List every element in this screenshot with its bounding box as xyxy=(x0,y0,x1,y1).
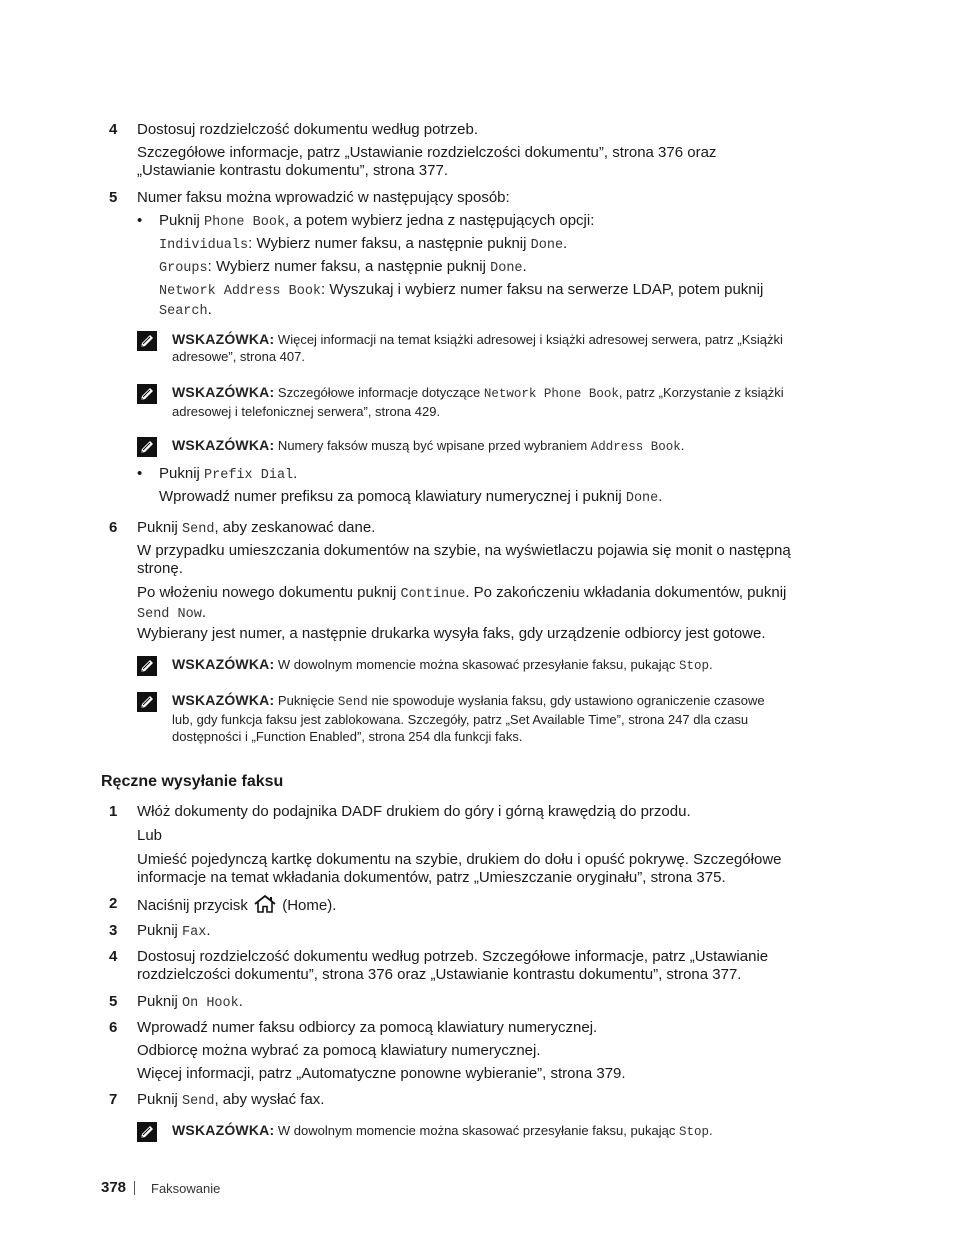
note-block xyxy=(137,331,849,371)
note-block xyxy=(137,692,849,748)
step-number: 3 xyxy=(109,922,118,939)
chapter-title: Faksowanie xyxy=(151,1181,221,1196)
step-number: 6 xyxy=(109,1019,118,1036)
note-pencil-icon xyxy=(137,331,157,351)
step-number: 5 xyxy=(109,189,118,206)
note-block xyxy=(137,656,849,676)
page-number: 378 xyxy=(101,1179,127,1196)
bullet-detail: Wprowadź numer prefiksu za pomocą klawiatury numerycznej i puknij Done. xyxy=(159,488,663,506)
option-groups: Groups: Wybierz numer faksu, a następnie puknij Done. xyxy=(159,258,527,276)
note-pencil-icon xyxy=(137,692,157,712)
bullet-text: Puknij Phone Book, a potem wybierz jedna z następujących opcji: xyxy=(159,212,595,230)
note-text: WSKAZÓWKA: Numery faksów muszą być wpisane przed wybraniem Address Book. xyxy=(172,437,685,454)
note-block xyxy=(137,1122,849,1142)
step-number: 5 xyxy=(109,993,118,1010)
note-text: WSKAZÓWKA: Puknięcie Send nie spowoduje wysłania faksu, gdy ustawiono ograniczenie czasowe lub, gdy funkcja faksu jest zablokowana. Szczegóły, patrz „Set Available Time”, strona 247 dla czasu dostępności i „Function Enabled”, strona 254 dla funkcji faks. xyxy=(172,692,765,744)
note-text: WSKAZÓWKA: Więcej informacji na temat książki adresowej i książki adresowej serwera, patrz „Książki adresowe”, strona 407. xyxy=(172,331,783,364)
note-pencil-icon xyxy=(137,1122,157,1142)
step-number: 2 xyxy=(109,895,118,912)
note-block xyxy=(137,437,849,457)
step-detail: Więcej informacji, patrz „Automatyczne ponowne wybieranie”, strona 379. xyxy=(137,1065,626,1082)
step-text: Puknij Fax. xyxy=(137,922,211,940)
home-icon xyxy=(254,895,276,913)
step-text: Naciśnij przycisk (Home). xyxy=(137,897,337,914)
note-text: WSKAZÓWKA: W dowolnym momencie można skasować przesyłanie faksu, pukając Stop. xyxy=(172,656,713,673)
step-detail: Po włożeniu nowego dokumentu puknij Continue. Po zakończeniu wkładania dokumentów, puknij Send Now. xyxy=(137,584,787,622)
step-text: Puknij Send, aby zeskanować dane. xyxy=(137,519,376,537)
step-number: 6 xyxy=(109,519,118,536)
step-number: 7 xyxy=(109,1091,118,1108)
step-text: Puknij Send, aby wysłać fax. xyxy=(137,1091,325,1109)
step-number: 4 xyxy=(109,948,118,965)
step-detail: Odbiorcę można wybrać za pomocą klawiatury numerycznej. xyxy=(137,1042,541,1059)
note-pencil-icon xyxy=(137,384,157,404)
note-pencil-icon xyxy=(137,437,157,457)
step-text: Dostosuj rozdzielczość dokumentu według potrzeb. xyxy=(137,121,479,138)
note-pencil-icon xyxy=(137,656,157,676)
step-detail: W przypadku umieszczania dokumentów na szybie, na wyświetlaczu pojawia się monit o następną stronę. xyxy=(137,542,791,577)
step-detail: Szczegółowe informacje, patrz „Ustawianie rozdzielczości dokumentu”, strona 376 oraz „Ustawianie kontrastu dokumentu”, strona 377. xyxy=(137,144,717,179)
note-text: WSKAZÓWKA: Szczegółowe informacje dotyczące Network Phone Book, patrz „Korzystanie z książki adresowej i telefonicznej serwera”, strona 429. xyxy=(172,384,784,419)
step-text: Numer faksu można wprowadzić w następujący sposób: xyxy=(137,189,510,206)
option-network-address-book: Network Address Book: Wyszukaj i wybierz numer faksu na serwerze LDAP, potem puknij Search. xyxy=(159,281,764,319)
step-text: Puknij On Hook. xyxy=(137,993,243,1011)
option-individuals: Individuals: Wybierz numer faksu, a następnie puknij Done. xyxy=(159,235,568,253)
step-number: 1 xyxy=(109,803,118,820)
note-block xyxy=(137,384,849,424)
bullet-marker: • xyxy=(137,212,143,229)
step-text: Włóż dokumenty do podajnika DADF drukiem do góry i górną krawędzią do przodu. xyxy=(137,803,691,820)
footer-divider xyxy=(134,1181,135,1195)
step-number: 4 xyxy=(109,121,118,138)
step-text: Wprowadź numer faksu odbiorcy za pomocą klawiatury numerycznej. xyxy=(137,1019,598,1036)
bullet-text: Puknij Prefix Dial. xyxy=(159,465,298,483)
step-text: Dostosuj rozdzielczość dokumentu według potrzeb. Szczegółowe informacje, patrz „Ustawianie rozdzielczości dokumentu”, strona 376 oraz „Ustawianie kontrastu dokumentu”, strona 377. xyxy=(137,948,769,983)
step-detail: Lub xyxy=(137,827,163,844)
bullet-marker: • xyxy=(137,465,143,482)
section-heading: Ręczne wysyłanie faksu xyxy=(101,773,284,790)
note-text: WSKAZÓWKA: W dowolnym momencie można skasować przesyłanie faksu, pukając Stop. xyxy=(172,1122,713,1139)
step-detail: Wybierany jest numer, a następnie drukarka wysyła faks, gdy urządzenie odbiorcy jest gotowe. xyxy=(137,625,766,642)
step-detail: Umieść pojedynczą kartkę dokumentu na szybie, drukiem do dołu i opuść pokrywę. Szczegółowe informacje na temat wkładania dokumentów, patrz „Umieszczanie oryginału”, strona 375. xyxy=(137,851,782,886)
